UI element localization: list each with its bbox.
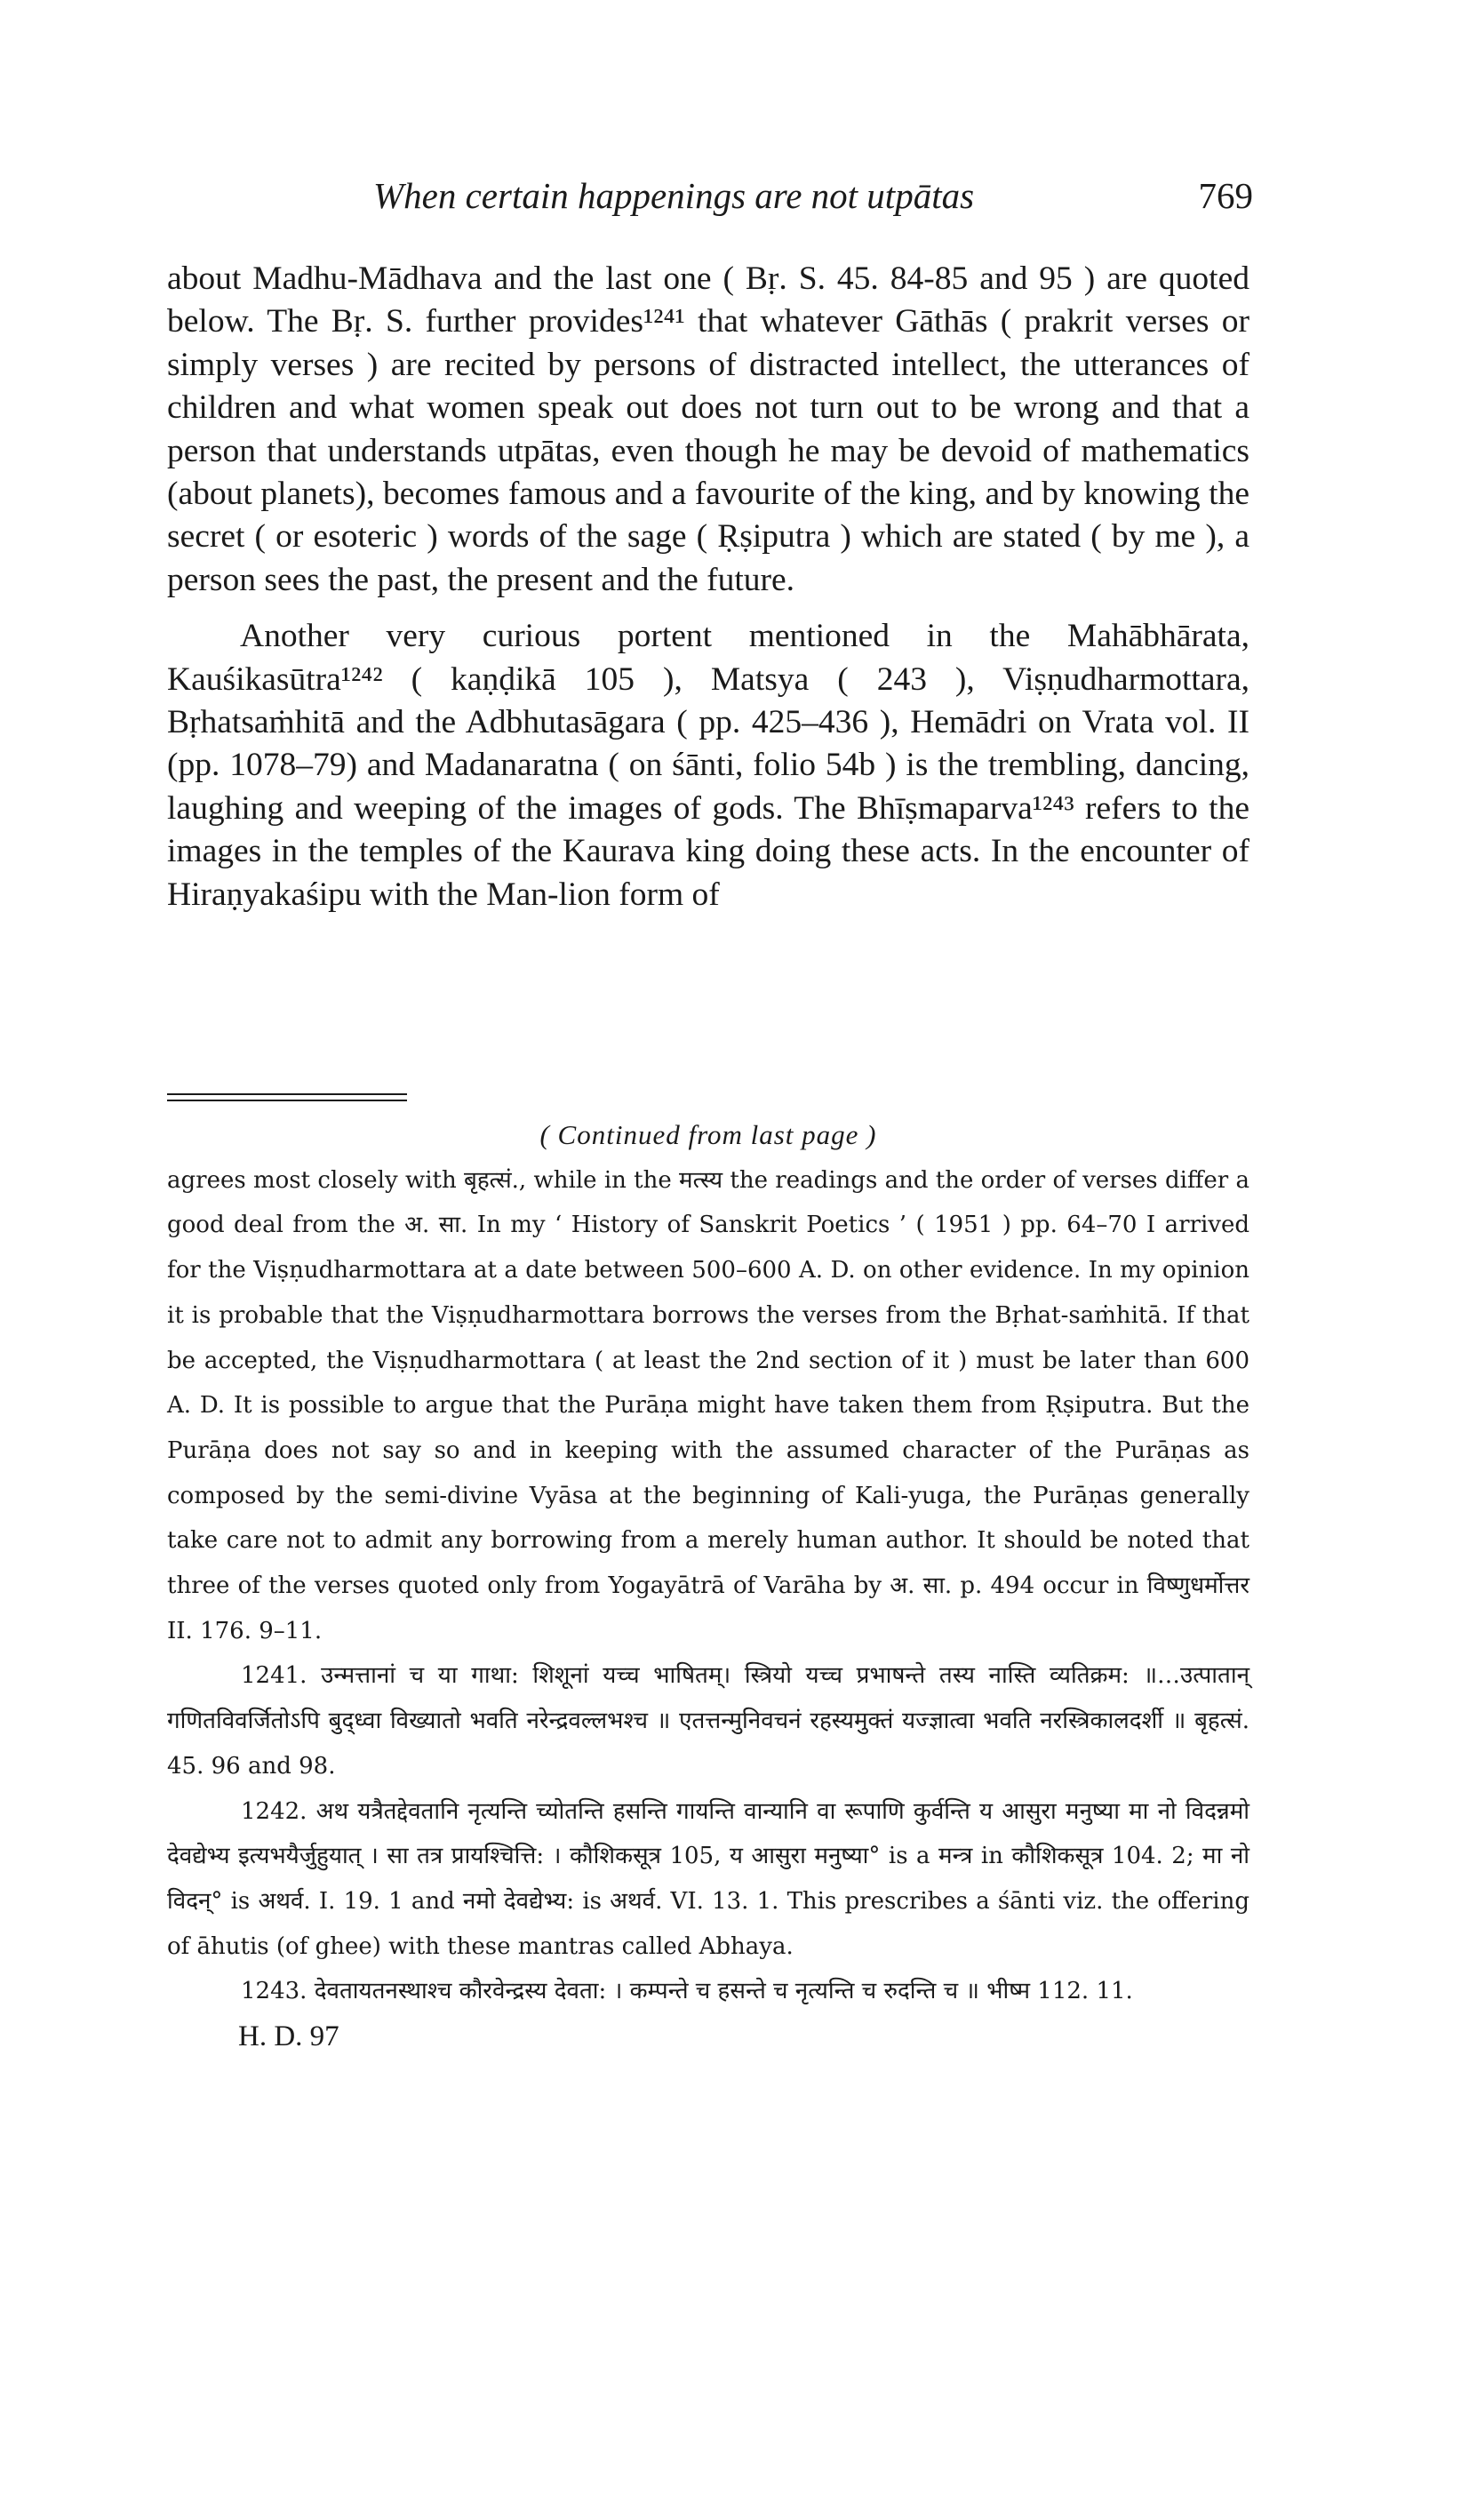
- footnotes: [167, 1113, 1249, 2060]
- footnote-rule: [167, 1100, 407, 1101]
- running-title: When certain happenings are not utpātas: [373, 175, 975, 216]
- page-number: 769: [1198, 175, 1253, 216]
- footnote-1241: 1241. उन्मत्तानां च या गाथा: शिशूनां यच्च भाषितम्। स्त्रियो यच्च प्रभाषन्ते तस्य नास्ति व्यतिक्रम: ॥…उत्पातान् गणितविवर्जितोऽपि बुद्ध्वा विख्यातो भवति नरेन्द्रवल्लभश्च ॥ एतत्तन्मुनिवचनं रहस्यमुक्तं यज्ज्ञात्वा भवति नरस्त्रिकालदर्शी ॥ बृहत्सं. 45. 96 and 98.: [167, 1662, 1249, 1780]
- footnote-1242: 1242. अथ यत्रैतद्देवतानि नृत्यन्ति च्योतन्ति हसन्ति गायन्ति वान्यानि वा रूपाणि कुर्वन्ति य आसुरा मनुष्या मा नो विदन्नमो देवद्येभ्य इत्यभयैर्जुहुयात् । सा तत्र प्रायश्चित्ति: । कौशिकसूत्र 105, य आसुरा मनुष्या° is a मन्त्र in कौशिकसूत्र 104. 2; मा नो विदन्° is अथर्व. I. 19. 1 and नमो देवद्येभ्य: is अथर्व. VI. 13. 1. This prescribes a śānti viz. the offering of āhutis (of ghee) with these mantras called Abhaya.: [167, 1797, 1249, 1960]
- continued-note: ( Continued from last page ): [539, 1119, 877, 1150]
- footnote-1243: 1243. देवतायतनस्थाश्च कौरवेन्द्रस्य देवता: । कम्पन्ते च हसन्ते च नृत्यन्ति च रुदन्ति च ॥ भीष्म 112. 11.: [241, 1978, 1133, 2005]
- footnote-rule: [167, 1093, 407, 1095]
- signature-mark: H. D. 97: [238, 2020, 339, 2053]
- paragraph-1: about Madhu-Mādhava and the last one ( Bṛ. S. 45. 84-85 and 95 ) are quoted below. The Bṛ. S. further provides¹²⁴¹ that whatever Gāthās ( prakrit verses or simply verses ) are recited by persons of distracted intellect, the utterances of children and what women speak out does not turn out to be wrong and that a person that understands utpātas, even though he may be devoid of mathematics (about planets), becomes famous and a favourite of the king, and by knowing the secret ( or esoteric ) words of the sage ( Ṛṣiputra ) which are stated ( by me ), a person sees the past, the present and the future.: [167, 260, 1249, 598]
- paragraph-2: Another very curious portent mentioned in the Mahābhārata, Kauśikasūtra¹²⁴² ( kaṇḍikā 105 ), Matsya ( 243 ), Viṣṇudharmottara, Bṛhatsaṁhitā and the Adbhutasāgara ( pp. 425–436 ), Hemādri on Vrata vol. II (pp. 1078–79) and Madanaratna ( on śānti, folio 54b ) is the trembling, dancing, laughing and weeping of the images of gods. The Bhīṣmaparva¹²⁴³ refers to the images in the temples of the Kaurava king doing these acts. In the encounter of Hiraṇyakaśipu with the Man-lion form of: [167, 618, 1249, 913]
- footnote-carryover: agrees most closely with बृहत्सं., while in the मत्स्य the readings and the order of verses differ a good deal from the अ. सा. In my ‘ History of Sanskrit Poetics ’ ( 1951 ) pp. 64–70 I arrived for the Viṣṇudharmottara at a date between 500–600 A. D. on other evidence. In my opinion it is probable that the Viṣṇudharmottara borrows the verses from the Bṛhat-saṁhitā. If that be accepted, the Viṣṇudharmottara ( at least the 2nd section of it ) must be later than 600 A. D. It is possible to argue that the Purāṇa might have taken them from Ṛṣiputra. But the Purāṇa does not say so and in keeping with the assumed character of the Purāṇas as composed by the semi-divine Vyāsa at the beginning of Kali-yuga, the Purāṇas generally take care not to admit any borrowing from a merely human author. It should be noted that three of the verses quoted only from Yogayātrā of Varāha by अ. सा. p. 494 occur in विष्णुधर्मोत्तर II. 176. 9–11.: [167, 1166, 1249, 1644]
- page-header: [169, 174, 1253, 228]
- main-text: [167, 258, 1249, 916]
